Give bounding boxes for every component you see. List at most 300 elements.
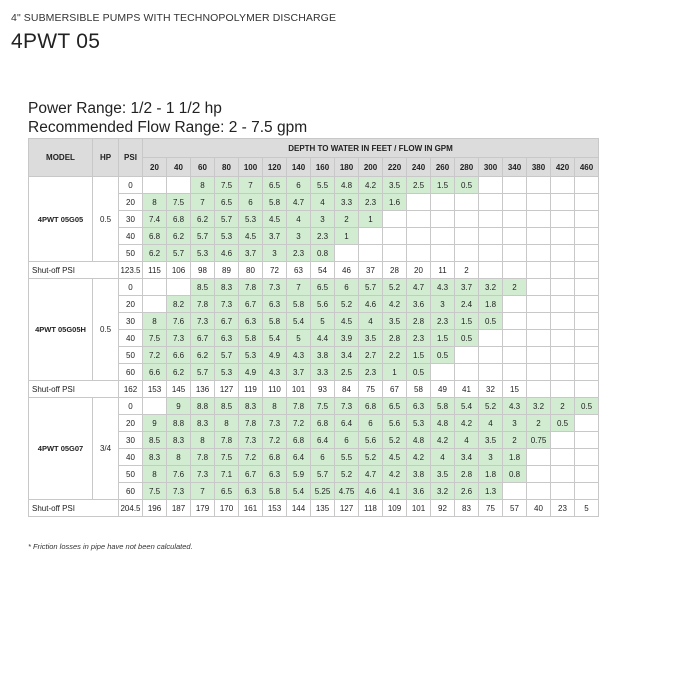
psi-cell: 20 <box>119 415 143 432</box>
shutoff-cell: 84 <box>335 381 359 398</box>
flow-cell: 7.3 <box>263 415 287 432</box>
performance-table <box>28 138 599 517</box>
depth-header-cell: 180 <box>335 158 359 177</box>
flow-cell: 4.8 <box>335 177 359 194</box>
flow-cell <box>575 177 599 194</box>
flow-cell: 5.7 <box>191 228 215 245</box>
flow-cell: 8.3 <box>239 398 263 415</box>
flow-cell <box>479 347 503 364</box>
shutoff-cell: 28 <box>383 262 407 279</box>
flow-cell: 4 <box>311 194 335 211</box>
shutoff-cell: 170 <box>215 500 239 517</box>
flow-cell: 8 <box>143 466 167 483</box>
flow-cell <box>575 330 599 347</box>
flow-cell <box>431 245 455 262</box>
flow-cell: 5 <box>287 330 311 347</box>
flow-cell: 4.5 <box>263 211 287 228</box>
depth-header-cell: 120 <box>263 158 287 177</box>
power-range: Power Range: 1/2 - 1 1/2 hp <box>28 100 222 117</box>
flow-cell: 6.8 <box>311 415 335 432</box>
psi-cell: 50 <box>119 245 143 262</box>
flow-cell: 5.2 <box>335 296 359 313</box>
flow-cell <box>431 364 455 381</box>
psi-cell: 0 <box>119 177 143 194</box>
flow-cell: 8 <box>143 313 167 330</box>
flow-cell: 5.3 <box>191 245 215 262</box>
depth-header-cell: 460 <box>575 158 599 177</box>
flow-cell <box>455 347 479 364</box>
flow-cell: 7.3 <box>335 398 359 415</box>
flow-cell: 6.7 <box>239 466 263 483</box>
psi-cell: 20 <box>119 296 143 313</box>
flow-cell: 7.3 <box>263 279 287 296</box>
shutoff-cell: 37 <box>359 262 383 279</box>
flow-cell: 6.3 <box>215 330 239 347</box>
header-row-top <box>29 139 599 158</box>
flow-cell: 5.4 <box>263 330 287 347</box>
flow-cell <box>479 177 503 194</box>
shutoff-cell <box>527 381 551 398</box>
shutoff-cell: 5 <box>575 500 599 517</box>
shutoff-cell: 75 <box>359 381 383 398</box>
flow-cell: 3.7 <box>239 245 263 262</box>
shutoff-cell: 41 <box>455 381 479 398</box>
psi-cell: 40 <box>119 449 143 466</box>
flow-cell <box>575 466 599 483</box>
flow-cell <box>455 194 479 211</box>
flow-cell <box>359 245 383 262</box>
flow-cell <box>527 313 551 330</box>
flow-cell: 5.7 <box>191 364 215 381</box>
shutoff-cell: 20 <box>407 262 431 279</box>
flow-cell: 4.5 <box>383 449 407 466</box>
flow-cell <box>503 313 527 330</box>
shutoff-cell <box>527 262 551 279</box>
flow-cell: 8.2 <box>167 296 191 313</box>
flow-cell: 4.2 <box>455 415 479 432</box>
flow-cell: 6 <box>335 432 359 449</box>
psi-cell: 60 <box>119 364 143 381</box>
flow-cell: 5.4 <box>287 313 311 330</box>
flow-cell: 7.6 <box>167 466 191 483</box>
flow-cell: 3 <box>479 449 503 466</box>
psi-cell: 60 <box>119 483 143 500</box>
psi-column-header: PSI <box>119 139 143 177</box>
flow-cell <box>503 177 527 194</box>
flow-cell: 6.5 <box>383 398 407 415</box>
flow-cell: 1.5 <box>431 330 455 347</box>
flow-cell: 3 <box>287 228 311 245</box>
depth-header-cell: 260 <box>431 158 455 177</box>
shutoff-cell: 153 <box>143 381 167 398</box>
flow-cell: 4.6 <box>359 296 383 313</box>
flow-cell: 2 <box>551 398 575 415</box>
flow-cell <box>335 245 359 262</box>
model-cell: 4PWT 05G07 <box>29 398 93 500</box>
flow-cell: 6.2 <box>167 228 191 245</box>
flow-cell: 7.3 <box>167 483 191 500</box>
shutoff-cell: 67 <box>383 381 407 398</box>
flow-cell: 5.6 <box>359 432 383 449</box>
flow-cell <box>383 211 407 228</box>
flow-cell <box>431 194 455 211</box>
flow-cell: 4.2 <box>383 466 407 483</box>
flow-cell: 2.3 <box>359 194 383 211</box>
flow-cell: 1.5 <box>455 313 479 330</box>
flow-cell: 5.7 <box>167 245 191 262</box>
depth-header-cell: 160 <box>311 158 335 177</box>
flow-cell <box>527 449 551 466</box>
flow-cell <box>479 211 503 228</box>
flow-cell: 6.7 <box>191 330 215 347</box>
flow-cell: 6.2 <box>167 364 191 381</box>
flow-cell: 8 <box>215 415 239 432</box>
shutoff-cell: 109 <box>383 500 407 517</box>
shutoff-cell: 2 <box>455 262 479 279</box>
flow-cell <box>503 296 527 313</box>
flow-cell: 3.8 <box>407 466 431 483</box>
flow-cell: 3.5 <box>431 466 455 483</box>
flow-cell: 3.6 <box>407 483 431 500</box>
flow-cell: 8.5 <box>191 279 215 296</box>
flow-cell: 7.2 <box>287 415 311 432</box>
flow-cell: 2 <box>335 211 359 228</box>
flow-cell <box>575 245 599 262</box>
psi-cell: 0 <box>119 279 143 296</box>
page-title: 4PWT 05 <box>11 30 101 53</box>
shutoff-cell: 58 <box>407 381 431 398</box>
shutoff-cell: 196 <box>143 500 167 517</box>
flow-cell: 7.8 <box>239 415 263 432</box>
flow-cell: 0.5 <box>407 364 431 381</box>
flow-cell: 0.5 <box>575 398 599 415</box>
flow-cell <box>551 245 575 262</box>
depth-header-cell: 60 <box>191 158 215 177</box>
flow-cell: 5.8 <box>263 313 287 330</box>
flow-cell: 2.3 <box>359 364 383 381</box>
flow-cell: 7.8 <box>287 398 311 415</box>
flow-cell: 7.3 <box>191 466 215 483</box>
flow-cell: 1.6 <box>383 194 407 211</box>
flow-cell: 8.8 <box>191 398 215 415</box>
flow-cell: 5.2 <box>383 279 407 296</box>
flow-cell: 5.25 <box>311 483 335 500</box>
flow-cell <box>551 330 575 347</box>
flow-cell <box>575 194 599 211</box>
flow-cell: 6.8 <box>167 211 191 228</box>
flow-cell: 8.3 <box>143 449 167 466</box>
flow-cell <box>527 279 551 296</box>
flow-cell: 2.3 <box>287 245 311 262</box>
shutoff-cell: 136 <box>191 381 215 398</box>
flow-cell <box>527 245 551 262</box>
flow-cell: 5.8 <box>431 398 455 415</box>
flow-cell: 3.7 <box>287 364 311 381</box>
flow-cell <box>575 211 599 228</box>
flow-cell: 1.8 <box>503 449 527 466</box>
flow-cell: 6.3 <box>263 466 287 483</box>
shutoff-cell: 83 <box>455 500 479 517</box>
flow-cell: 7 <box>191 194 215 211</box>
flow-cell <box>167 279 191 296</box>
flow-cell: 4.9 <box>239 364 263 381</box>
flow-cell: 6.2 <box>191 347 215 364</box>
flow-cell: 5.2 <box>383 432 407 449</box>
flow-cell: 4.1 <box>383 483 407 500</box>
shutoff-label: Shut-off PSI <box>29 381 119 398</box>
flow-cell: 3 <box>503 415 527 432</box>
flow-cell: 3.4 <box>455 449 479 466</box>
shutoff-cell: 63 <box>287 262 311 279</box>
flow-cell: 2.6 <box>455 483 479 500</box>
flow-cell: 5.3 <box>215 364 239 381</box>
flow-cell: 2.3 <box>431 313 455 330</box>
flow-cell <box>551 296 575 313</box>
flow-cell <box>503 483 527 500</box>
flow-cell <box>407 228 431 245</box>
flow-cell <box>527 194 551 211</box>
flow-cell <box>551 279 575 296</box>
flow-cell: 5.6 <box>383 415 407 432</box>
flow-cell <box>407 211 431 228</box>
flow-cell <box>383 245 407 262</box>
shutoff-cell: 46 <box>335 262 359 279</box>
shutoff-cell: 187 <box>167 500 191 517</box>
depth-header-cell: 200 <box>359 158 383 177</box>
flow-cell <box>551 432 575 449</box>
flow-cell <box>527 364 551 381</box>
shutoff-cell: 49 <box>431 381 455 398</box>
flow-cell: 7.8 <box>215 432 239 449</box>
shutoff-cell: 118 <box>359 500 383 517</box>
flow-cell: 5.6 <box>311 296 335 313</box>
flow-cell: 0.75 <box>527 432 551 449</box>
flow-cell <box>575 279 599 296</box>
hp-column-header: HP <box>93 139 119 177</box>
flow-cell: 5.8 <box>239 330 263 347</box>
flow-cell: 6.5 <box>215 483 239 500</box>
flow-cell: 8 <box>143 194 167 211</box>
flow-cell: 0.5 <box>455 177 479 194</box>
flow-cell: 5.3 <box>239 211 263 228</box>
flow-cell: 7.5 <box>311 398 335 415</box>
shutoff-cell: 135 <box>311 500 335 517</box>
depth-header-cell: 380 <box>527 158 551 177</box>
flow-cell: 5.2 <box>359 449 383 466</box>
shutoff-cell: 80 <box>239 262 263 279</box>
flow-cell <box>407 194 431 211</box>
flow-cell: 3.7 <box>263 228 287 245</box>
flow-cell: 4.2 <box>431 432 455 449</box>
shutoff-cell: 72 <box>263 262 287 279</box>
depth-header-cell: 240 <box>407 158 431 177</box>
model-cell: 4PWT 05G05 <box>29 177 93 262</box>
shutoff-cell: 106 <box>167 262 191 279</box>
flow-cell <box>503 330 527 347</box>
flow-cell: 0.5 <box>455 330 479 347</box>
flow-cell: 4.2 <box>383 296 407 313</box>
flow-cell: 6.2 <box>191 211 215 228</box>
flow-cell <box>503 211 527 228</box>
flow-cell: 3.8 <box>311 347 335 364</box>
model-cell: 4PWT 05G05H <box>29 279 93 381</box>
flow-cell: 2.7 <box>359 347 383 364</box>
flow-cell: 7.3 <box>167 330 191 347</box>
flow-cell <box>527 296 551 313</box>
depth-header-cell: 140 <box>287 158 311 177</box>
flow-cell <box>575 347 599 364</box>
flow-cell <box>551 177 575 194</box>
psi-cell: 30 <box>119 211 143 228</box>
flow-cell <box>479 245 503 262</box>
shutoff-cell: 101 <box>407 500 431 517</box>
depth-header-cell: 220 <box>383 158 407 177</box>
flow-cell: 7.3 <box>191 313 215 330</box>
flow-cell: 7.8 <box>239 279 263 296</box>
flow-cell: 3.2 <box>527 398 551 415</box>
flow-cell <box>527 228 551 245</box>
flow-cell: 4.3 <box>287 347 311 364</box>
flow-cell: 2.8 <box>383 330 407 347</box>
shutoff-cell <box>551 381 575 398</box>
flow-cell <box>503 228 527 245</box>
flow-cell: 0.8 <box>503 466 527 483</box>
flow-cell <box>455 364 479 381</box>
flow-cell: 7.5 <box>215 177 239 194</box>
flow-cell: 8.3 <box>215 279 239 296</box>
flow-cell: 7.6 <box>167 313 191 330</box>
flow-cell <box>431 228 455 245</box>
flow-cell: 6.5 <box>215 194 239 211</box>
flow-cell: 7 <box>239 177 263 194</box>
shutoff-row <box>29 500 599 517</box>
flow-cell <box>383 228 407 245</box>
flow-cell: 1.5 <box>431 177 455 194</box>
shutoff-cell: 32 <box>479 381 503 398</box>
flow-cell: 7.1 <box>215 466 239 483</box>
flow-cell: 6.4 <box>287 449 311 466</box>
flow-cell <box>431 211 455 228</box>
flow-cell: 5.3 <box>215 228 239 245</box>
shutoff-cell: 127 <box>215 381 239 398</box>
flow-cell <box>551 466 575 483</box>
shutoff-cell: 54 <box>311 262 335 279</box>
flow-cell: 4.3 <box>431 279 455 296</box>
flow-cell <box>407 245 431 262</box>
flow-cell: 8 <box>191 432 215 449</box>
flow-cell: 5.2 <box>479 398 503 415</box>
flow-cell: 4.9 <box>263 347 287 364</box>
flow-cell: 6.2 <box>143 245 167 262</box>
flow-cell: 6 <box>311 449 335 466</box>
flow-cell: 6.6 <box>167 347 191 364</box>
flow-cell <box>167 177 191 194</box>
flow-cell <box>527 483 551 500</box>
flow-cell: 8.3 <box>191 415 215 432</box>
flow-cell <box>527 211 551 228</box>
flow-cell: 6.3 <box>239 483 263 500</box>
flow-cell: 1.5 <box>407 347 431 364</box>
flow-cell <box>143 398 167 415</box>
flow-cell: 5.7 <box>311 466 335 483</box>
flow-cell: 2.3 <box>407 330 431 347</box>
flow-cell <box>575 432 599 449</box>
flow-cell: 3.3 <box>311 364 335 381</box>
flow-cell: 5.9 <box>287 466 311 483</box>
flow-cell: 4 <box>359 313 383 330</box>
flow-cell: 6.4 <box>335 415 359 432</box>
flow-cell <box>551 364 575 381</box>
flow-cell: 1.3 <box>479 483 503 500</box>
flow-cell <box>479 228 503 245</box>
psi-cell: 40 <box>119 228 143 245</box>
flow-cell: 7.3 <box>239 432 263 449</box>
flow-cell: 6.7 <box>239 296 263 313</box>
depth-flow-header: DEPTH TO WATER IN FEET / FLOW IN GPM <box>143 139 599 158</box>
flow-cell: 6.7 <box>215 313 239 330</box>
table-row <box>29 279 599 296</box>
shutoff-cell: 92 <box>431 500 455 517</box>
shutoff-psi: 123.5 <box>119 262 143 279</box>
flow-cell: 4.2 <box>407 449 431 466</box>
flow-cell: 6 <box>359 415 383 432</box>
psi-cell: 30 <box>119 313 143 330</box>
psi-cell: 50 <box>119 466 143 483</box>
flow-cell: 3.7 <box>455 279 479 296</box>
flow-cell: 7.2 <box>263 432 287 449</box>
flow-cell: 3.6 <box>407 296 431 313</box>
flow-cell: 0.5 <box>551 415 575 432</box>
flow-cell: 4 <box>479 415 503 432</box>
flow-cell <box>143 279 167 296</box>
flow-cell: 2 <box>527 415 551 432</box>
flow-cell: 5.4 <box>287 483 311 500</box>
flow-cell <box>479 330 503 347</box>
flow-cell <box>551 194 575 211</box>
flow-cell: 5.7 <box>359 279 383 296</box>
flow-cell: 2 <box>503 279 527 296</box>
flow-cell: 5.8 <box>287 296 311 313</box>
flow-cell <box>551 483 575 500</box>
shutoff-cell: 11 <box>431 262 455 279</box>
flow-cell: 1 <box>383 364 407 381</box>
flow-cell <box>359 228 383 245</box>
flow-cell: 2.2 <box>383 347 407 364</box>
flow-cell <box>527 177 551 194</box>
flow-cell: 4.7 <box>407 279 431 296</box>
shutoff-row <box>29 262 599 279</box>
flow-cell: 4.3 <box>263 364 287 381</box>
flow-cell: 7.2 <box>143 347 167 364</box>
flow-cell: 4.8 <box>431 415 455 432</box>
flow-cell: 6.8 <box>359 398 383 415</box>
flow-cell: 5.5 <box>335 449 359 466</box>
shutoff-cell: 179 <box>191 500 215 517</box>
flow-cell: 7.3 <box>215 296 239 313</box>
flow-cell: 1 <box>335 228 359 245</box>
depth-header-cell: 40 <box>167 158 191 177</box>
shutoff-cell: 145 <box>167 381 191 398</box>
flow-cell <box>575 415 599 432</box>
flow-cell: 5.8 <box>263 483 287 500</box>
flow-cell <box>551 347 575 364</box>
shutoff-cell: 98 <box>191 262 215 279</box>
flow-cell: 8.3 <box>167 432 191 449</box>
flow-cell: 8.5 <box>143 432 167 449</box>
shutoff-cell: 101 <box>287 381 311 398</box>
flow-cell: 4.5 <box>335 313 359 330</box>
flow-cell <box>455 228 479 245</box>
